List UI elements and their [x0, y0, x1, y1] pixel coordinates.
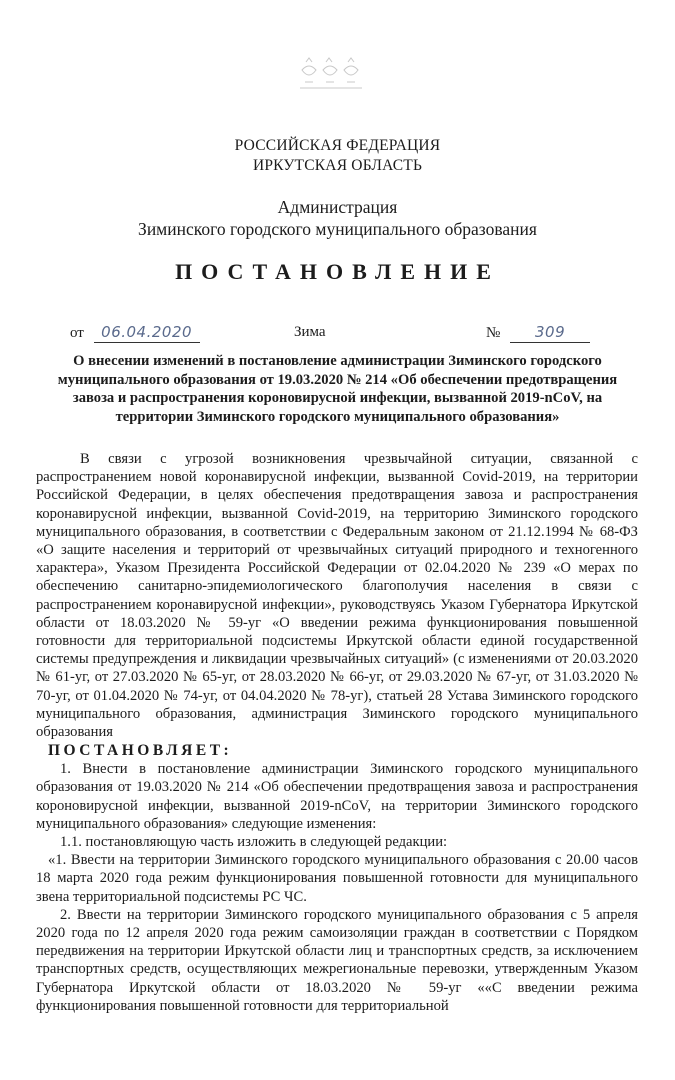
document-body	[36, 450, 638, 1014]
document-title: ПОСТАНОВЛЕНИЕ	[175, 259, 500, 284]
municipality-name: Зиминского городского муниципального образования	[138, 219, 537, 239]
item-1-paragraph: 1. Внести в постановление администрации Зиминского городского муниципального образования от 19.03.2020 № 214 «Об обеспечении предотвращения завоза и распространения короновирусной инфекции, вызванной 2019-nCoV, на территории Зиминского городского муниципального образования» следующие изменения:	[36, 761, 638, 832]
city-name: Зима	[294, 324, 326, 340]
item-2-paragraph: 2. Ввести на территории Зиминского городского муниципального образования с 5 апреля 2020 года по 12 апреля 2020 года режим самоизоляции граждан в соответствии с Порядком передвижения на территории Иркутской области лиц и транспортных средств, за исключением транспортных средств, осуществляющих межрегиональные перевозки, утвержденным Указом Губернатора Иркутской области от 18.03.2020 № 59-уг ««С введении режима функционирования повышенной готовности для территориальной	[36, 906, 638, 1014]
preamble-paragraph: В связи с угрозой возникновения чрезвычайной ситуации, связанной с распространением новой коронавирусной инфекции, вызванной Covid-2019, на территории Российской Федерации, в целях обеспечения предотвращения завоза и распространения коронавирусной инфекции, вызванной Covid-2019, на территорию Зиминского городского муниципального образования, в соответствии с Федеральным законом от 21.12.1994 № 68-ФЗ «О защите населения и территорий от чрезвычайных ситуаций природного и техногенного характера», Указом Президента Российской Федерации от 02.04.2020 № 239 «О мерах по обеспечению санитарно-эпидемиологического благополучия населения в связи с распространением коронавирусной инфекции», руководствуясь Указом Губернатора Иркутской области от 18.03.2020 № 59-уг «О введении режима функционирования повышенной готовности для территориальной подсистемы Иркутской области единой государственной системы предупреждения и ликвидации чрезвычайных ситуаций» (с изменениями от 20.03.2020 № 61-уг, от 27.03.2020 № 65-уг, от 28.03.2020 № 66-уг, от 29.03.2020 № 67-уг, от 31.03.2020 № 70-уг, от 01.04.2020 № 74-уг, от 04.04.2020 № 78-уг), статьей 28 Устава Зиминского городского муниципального образования, администрация Зиминского городского муниципального образования	[36, 451, 638, 741]
date-field	[70, 322, 200, 343]
quote-item-1-paragraph: «1. Ввести на территории Зиминского городского муниципального образования с 20.00 часов 18 марта 2020 года режим функционирования повышенной готовности для муниципального звена территориальной подсистемы РС ЧС.	[36, 852, 638, 905]
document-subject: О внесении изменений в постановление администрации Зиминского городского муниципального образования от 19.03.2020 № 214 «Об обеспечении предотвращения завоза и распространения короновирусной инфекции, вызванной 2019-nCoV, на территории Зиминского городского муниципального образования»	[57, 353, 618, 425]
number-value: 309	[510, 322, 590, 343]
federation-header	[0, 136, 675, 176]
administration-header	[0, 196, 675, 240]
item-1-1-paragraph: 1.1. постановляющую часть изложить в следующей редакции:	[60, 834, 448, 851]
date-value: 06.04.2020	[94, 322, 200, 343]
date-label: от	[70, 325, 84, 341]
administration-label: Администрация	[277, 197, 398, 217]
number-label: №	[486, 325, 501, 341]
country-name: РОССИЙСКАЯ ФЕДЕРАЦИЯ	[234, 137, 441, 154]
decree-heading: ПОСТАНОВЛЯЕТ:	[48, 742, 233, 760]
coat-of-arms-icon	[296, 56, 366, 90]
number-field	[486, 322, 590, 343]
region-name: ИРКУТСКАЯ ОБЛАСТЬ	[252, 157, 423, 174]
